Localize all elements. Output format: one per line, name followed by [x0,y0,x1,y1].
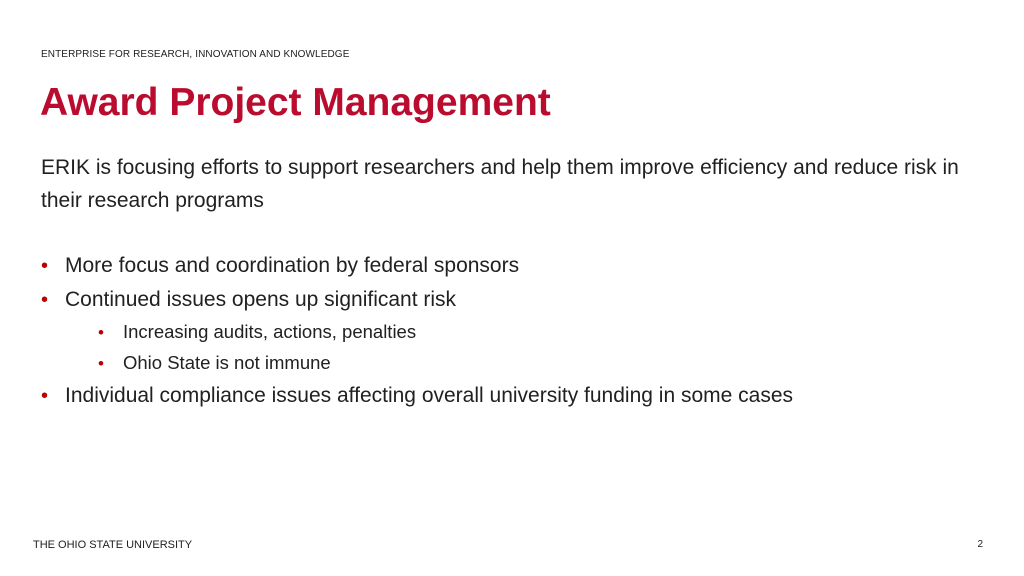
bullet-list [41,249,991,413]
bullet-text: Continued issues opens up significant risk [65,288,457,311]
bullet-item [41,249,991,283]
sub-bullet-item [41,348,991,379]
eyebrow-text: ENTERPRISE FOR RESEARCH, INNOVATION AND KNOWLEDGE [41,49,350,60]
footer-institution: THE OHIO STATE UNIVERSITY [33,539,193,551]
slide-title: Award Project Management [40,81,551,124]
bullet-dot-icon: • [41,289,49,311]
sub-bullet-dot-icon: • [98,323,104,342]
bullet-item [41,283,991,317]
bullet-text: Individual compliance issues affecting overall university funding in some cases [65,384,793,407]
sub-bullet-text: Increasing audits, actions, penalties [123,321,417,342]
page-number: 2 [977,539,983,550]
bullet-dot-icon: • [41,255,49,277]
sub-bullet-dot-icon: • [98,354,104,373]
bullet-item [41,379,991,413]
sub-bullet-item [41,317,991,348]
intro-paragraph: ERIK is focusing efforts to support researchers and help them improve efficiency and reduce risk in their research programs [41,156,959,212]
bullet-text: More focus and coordination by federal sponsors [65,254,520,277]
bullet-dot-icon: • [41,385,49,407]
sub-bullet-text: Ohio State is not immune [123,352,331,373]
